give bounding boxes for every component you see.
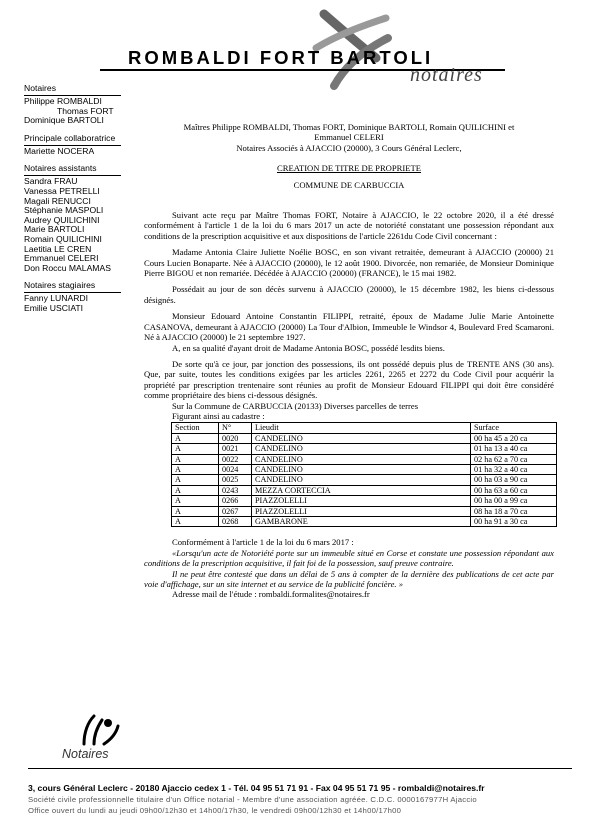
- table-cell: PIAZZOLELLI: [252, 496, 471, 506]
- table-cell: CANDELINO: [252, 464, 471, 474]
- table-cell: 00 ha 91 a 30 ca: [471, 517, 557, 527]
- table-row: [172, 485, 557, 495]
- table-cell: 0266: [219, 496, 252, 506]
- header-partners-line: Maîtres Philippe ROMBALDI, Thomas FORT, Dominique BARTOLI, Romain QUILICHINI et: [183, 122, 515, 132]
- footer-legal-line: Société civile professionnelle titulaire d'un Office notarial - Membre d'une association agréée. C.D.C. 0000167977H Ajaccio: [28, 795, 477, 804]
- table-cell: 0021: [219, 444, 252, 454]
- table-cell: PIAZZOLELLI: [252, 506, 471, 516]
- table-row: [172, 433, 557, 443]
- table-cell: CANDELINO: [252, 433, 471, 443]
- sidebar-section-stagiaires: [24, 280, 121, 313]
- table-cell: 0022: [219, 454, 252, 464]
- sidebar-person-list: [24, 177, 121, 273]
- table-cell: GAMBARONE: [252, 517, 471, 527]
- table-cell: CANDELINO: [252, 454, 471, 464]
- sidebar-person: Fanny LUNARDI: [24, 293, 88, 304]
- table-cell: 01 ha 32 a 40 ca: [471, 464, 557, 474]
- table-cell: A: [172, 444, 219, 454]
- paragraph-prescription: De sorte qu'à ce jour, par jonction des possessions, ils ont possédé depuis plus de TRENTE ANS (30 ans). Que, par suite, toutes les conditions exigées par les articles 2261, 2265 et 2272 du Code Civil pour acquérir la propriété par prescription trentenaire sont réunies au profit de Monsieur Edouard FILIPPI qui doit être considéré comme propriétaire des biens ci-dessous désignés.: [144, 358, 554, 401]
- footer-contact-line: 3, cours Général Leclerc - 20180 Ajaccio cedex 1 - Tél. 04 95 51 71 91 - Fax 04 95 51 71 95 - rombaldi@notaires.fr: [28, 783, 485, 793]
- notaires-logo-text: Notaires: [62, 747, 109, 761]
- footer: [28, 782, 572, 816]
- sidebar-person: Vanessa PETRELLI: [24, 185, 100, 196]
- paragraph-ayant-droit: A, en sa qualité d'ayant droit de Madame Antonia BOSC, possédé lesdits biens.: [172, 342, 445, 353]
- table-header-row: [172, 423, 557, 433]
- table-row: [172, 454, 557, 464]
- firm-name: ROMBALDI FORT BARTOLI: [128, 47, 434, 68]
- table-cell: A: [172, 485, 219, 495]
- law-quote-2: Il ne peut être contesté que dans un délai de 5 ans à compter de la dernière des publications de cet acte par voie d'affichage, sur un site internet et au service de la publicité foncière. »: [144, 568, 554, 590]
- table-row: [172, 517, 557, 527]
- sidebar-section-collaboratrice: [24, 133, 121, 157]
- sidebar-person: Don Roccu MALAMAS: [24, 262, 111, 273]
- table-cell: A: [172, 517, 219, 527]
- sidebar-section-title: Notaires: [24, 83, 121, 96]
- table-row: [172, 444, 557, 454]
- header-partners-line-2: Emmanuel CELERI: [314, 132, 384, 143]
- sidebar-person: Magali RENUCCI: [24, 195, 91, 206]
- table-row: [172, 475, 557, 485]
- table-cell: A: [172, 433, 219, 443]
- cadastre-table: [171, 422, 557, 527]
- table-cell: 00 ha 45 a 20 ca: [471, 433, 557, 443]
- table-cell: A: [172, 496, 219, 506]
- sidebar-person: Laetitia LE CREN: [24, 243, 92, 254]
- table-row: [172, 506, 557, 516]
- sidebar-section-notaires: [24, 83, 121, 126]
- table-cell: MEZZA CORTECCIA: [252, 485, 471, 495]
- table-cell: 00 ha 03 a 90 ca: [471, 475, 557, 485]
- table-cell: CANDELINO: [252, 475, 471, 485]
- table-cell: 08 ha 18 a 70 ca: [471, 506, 557, 516]
- column-header: N°: [219, 423, 252, 433]
- office-email-line: Adresse mail de l'étude : rombaldi.formalites@notaires.fr: [172, 589, 370, 600]
- sidebar-person: Audrey QUILICHINI: [24, 214, 100, 225]
- table-cell: 0243: [219, 485, 252, 495]
- paragraph-cadastre-intro: Figurant ainsi au cadastre :: [172, 410, 265, 421]
- column-header: Surface: [471, 423, 557, 433]
- sidebar-person: Emmanuel CELERI: [24, 253, 99, 264]
- header-address-line: Notaires Associés à AJACCIO (20000), 3 Cours Général Leclerc,: [236, 142, 462, 153]
- notaires-emblem-icon: [80, 714, 120, 746]
- document-body: [144, 122, 554, 600]
- table-cell: 0025: [219, 475, 252, 485]
- footer-rule: [28, 768, 572, 769]
- paragraph-law-reference: Conformément à l'article 1 de la loi du 6 mars 2017 :: [172, 537, 354, 548]
- sidebar-person: Emilie USCIATI: [24, 302, 84, 313]
- table-cell: 00 ha 63 a 60 ca: [471, 485, 557, 495]
- sidebar-section-assistants: [24, 163, 121, 273]
- table-cell: 0267: [219, 506, 252, 516]
- table-row: [172, 464, 557, 474]
- table-cell: 01 ha 13 a 40 ca: [471, 444, 557, 454]
- column-header: Lieudit: [252, 423, 471, 433]
- sidebar-person: Marie BARTOLI: [24, 224, 85, 235]
- table-cell: 02 ha 62 a 70 ca: [471, 454, 557, 464]
- firm-subtitle: notaires: [410, 64, 483, 86]
- sidebar-person: Romain QUILICHINI: [24, 233, 102, 244]
- table-cell: 00 ha 00 a 99 ca: [471, 496, 557, 506]
- paragraph-possession: Possédait au jour de son décès survenu à AJACCIO (20000), le 15 décembre 1982, les biens ci-dessous désignés.: [144, 284, 554, 305]
- table-cell: A: [172, 454, 219, 464]
- table-cell: 0020: [219, 433, 252, 443]
- table-cell: 0024: [219, 464, 252, 474]
- sidebar-section-title: Notaires stagiaires: [24, 280, 121, 293]
- sidebar-person: Sandra FRAU: [24, 176, 78, 187]
- table-cell: CANDELINO: [252, 444, 471, 454]
- law-quote-1: «Lorsqu'un acte de Notoriété porte sur un immeuble situé en Corse et constate une possession répondant aux conditions de la prescription acquisitive, il fait foi de la possession, sauf preuve contraire.: [144, 547, 554, 569]
- notaires-logo: [62, 714, 142, 761]
- table-cell: A: [172, 506, 219, 516]
- commune-heading: COMMUNE DE CARBUCCIA: [293, 179, 405, 190]
- footer-hours-line: Office ouvert du lundi au jeudi 09h00/12h30 et 14h00/17h30, le vendredi 09h00/12h30 et 14h00/17h00: [28, 806, 402, 815]
- paragraph-filippi: Monsieur Edouard Antoine Constantin FILIPPI, retraité, époux de Madame Julie Marie Antoinette CASANOVA, demeurant à AJACCIO (20000) La Tour d'Albion, Immeuble le Windsor 4, Boulevard Fred Scamaroni. Né à AJACCIO (20000) le 21 septembre 1927.: [144, 311, 554, 343]
- paragraph-bosc: Madame Antonia Claire Juliette Noélie BOSC, en son vivant retraitée, demeurant à AJACCIO (20000) 21 Cours Lucien Bonaparte. Née à AJACCIO (20000), le 12 août 1900. Divorcée, non remariée, de Monsieur Dominique Pierre BIGOU et non remariée. Décédée à AJACCIO (20000) (FRANCE), le 15 mai 1982.: [144, 247, 554, 279]
- table-cell: A: [172, 464, 219, 474]
- sidebar-person: Mariette NOCERA: [24, 145, 95, 156]
- table-row: [172, 496, 557, 506]
- paragraph-act: Suivant acte reçu par Maître Thomas FORT, Notaire à AJACCIO, le 22 octobre 2020, il a été dressé conformément à l'article 1 de la loi du 6 mars 2017 un acte de notoriété constatant une possession répondant aux conditions de la prescription acquisitive et aux dispositions de l'article 2261du Code Civil concernant :: [144, 210, 554, 241]
- staff-sidebar: [24, 83, 121, 321]
- paragraph-commune-parcels: Sur la Commune de CARBUCCIA (20133) Diverses parcelles de terres: [172, 400, 419, 411]
- sidebar-section-title: Principale collaboratrice: [24, 133, 121, 146]
- sidebar-person: Thomas FORT: [57, 105, 114, 116]
- column-header: Section: [172, 423, 219, 433]
- sidebar-person: Stéphanie MASPOLI: [24, 205, 104, 216]
- sidebar-section-title: Notaires assistants: [24, 163, 121, 176]
- sidebar-person: Dominique BARTOLI: [24, 115, 104, 126]
- table-cell: A: [172, 475, 219, 485]
- table-cell: 0268: [219, 517, 252, 527]
- sidebar-person: Philippe ROMBALDI: [24, 96, 102, 106]
- document-title: CREATION DE TITRE DE PROPRIETE: [276, 163, 422, 174]
